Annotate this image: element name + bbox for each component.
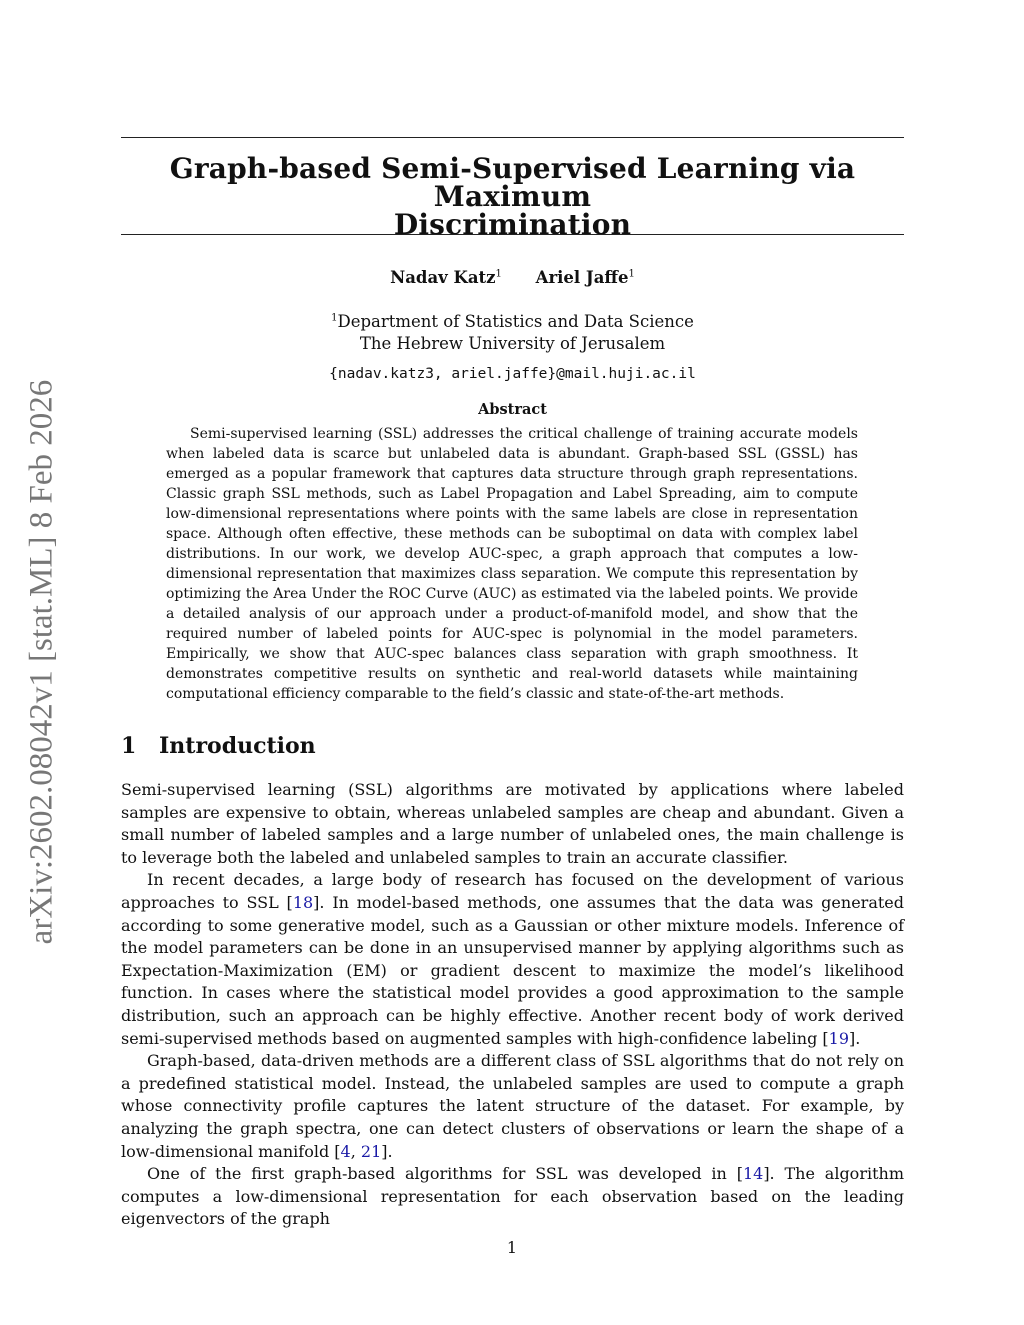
author-name: Nadav Katz: [390, 268, 496, 287]
author-list: [121, 268, 904, 287]
citation-link[interactable]: 4: [340, 1141, 351, 1161]
citation-link[interactable]: 18: [292, 892, 314, 912]
title-rule-bottom: [121, 234, 904, 235]
section-title: Introduction: [159, 733, 316, 759]
affil-dept: Department of Statistics and Data Science: [337, 312, 694, 331]
intro-paragraph-2: In recent decades, a large body of research has focused on the development of various approaches to SSL [18]. In model-based methods, one assumes that the data was generated according to some generative model, such as a Gaussian or other mixture models. Inference of the model parameters can be done in an unsupervised manner by applying algorithms such as Expectation-Maximization (EM) or gradient descent to maximize the model’s likelihood function. In cases where the statistical model provides a good approximation to the sample distribution, such an approach can be highly effective. Another recent body of work derived semi-supervised methods based on augmented samples with high-confidence labeling [19].: [121, 870, 904, 1048]
intro-paragraph-3: Graph-based, data-driven methods are a different class of SSL algorithms that do not rely on a predefined statistical model. Instead, the unlabeled samples are used to compute a graph whose connectivity profile captures the latent structure of the dataset. For example, by analyzing the graph spectra, one can detect clusters of observations or learn the shape of a low-dimensional manifold [4, 21].: [121, 1051, 904, 1161]
author-affil-mark: 1: [628, 268, 635, 280]
author-affil-mark: 1: [495, 268, 502, 280]
introduction-body: [121, 779, 904, 1231]
affiliation: [121, 311, 904, 355]
author-2: [536, 268, 635, 287]
intro-paragraph-4: One of the first graph-based algorithms for SSL was developed in [14]. The algorithm computes a low-dimensional representation for each observation based on the leading eigenvectors of the graph: [121, 1164, 904, 1229]
intro-paragraph-1: Semi-supervised learning (SSL) algorithms are motivated by applications where labeled samples are expensive to obtain, whereas unlabeled samples are cheap and abundant. Given a small number of labeled samples and a large number of unlabeled ones, the main challenge is to leverage both the labeled and unlabeled samples to train an accurate classifier.: [121, 780, 904, 867]
author-name: Ariel Jaffe: [535, 268, 629, 287]
affil-mark: 1: [331, 312, 338, 324]
citation-link[interactable]: 19: [828, 1028, 850, 1048]
citation-link[interactable]: 14: [742, 1164, 764, 1184]
abstract-heading: Abstract: [478, 401, 547, 418]
title-rule-top: [121, 137, 904, 138]
author-1: [390, 268, 502, 287]
author-emails: {nadav.katz3, ariel.jaffe}@mail.huji.ac.il: [329, 366, 696, 382]
arxiv-stamp: arXiv:2602.08042v1 [stat.ML] 8 Feb 2026: [23, 379, 60, 945]
title-line-2: Discrimination: [393, 208, 632, 241]
abstract-text: Semi-supervised learning (SSL) addresses the critical challenge of training accurate models when labeled data is scarce but unlabeled data is abundant. Graph-based SSL (GSSL) has emerged as a popular framework that captures data structure through graph representations. Classic graph SSL methods, such as Label Propagation and Label Spreading, aim to compute low-dimensional representations where points with the same labels are close in representation space. Although often effective, these methods can be suboptimal on data with complex label distributions. In our work, we develop AUC-spec, a graph approach that computes a low-dimensional representation that maximizes class separation. We compute this representation by optimizing the Area Under the ROC Curve (AUC) as estimated via the labeled points. We provide a detailed analysis of our approach under a product-of-manifold model, and show that the required number of labeled points for AUC-spec is polynomial in the model parameters. Empirically, we show that AUC-spec balances class separation with graph smoothness. It demonstrates competitive results on synthetic and real-world datasets while maintaining computational efficiency comparable to the field’s classic and state-of-the-art methods.: [166, 426, 858, 702]
section-heading: [121, 733, 316, 759]
section-number: 1: [121, 733, 137, 759]
affil-university: The Hebrew University of Jerusalem: [359, 334, 666, 353]
title-line-1: Graph-based Semi-Supervised Learning via Maximum: [169, 152, 856, 213]
paper-title: [121, 152, 904, 241]
page-number: 1: [506, 1238, 518, 1257]
citation-link[interactable]: 21: [360, 1141, 382, 1161]
